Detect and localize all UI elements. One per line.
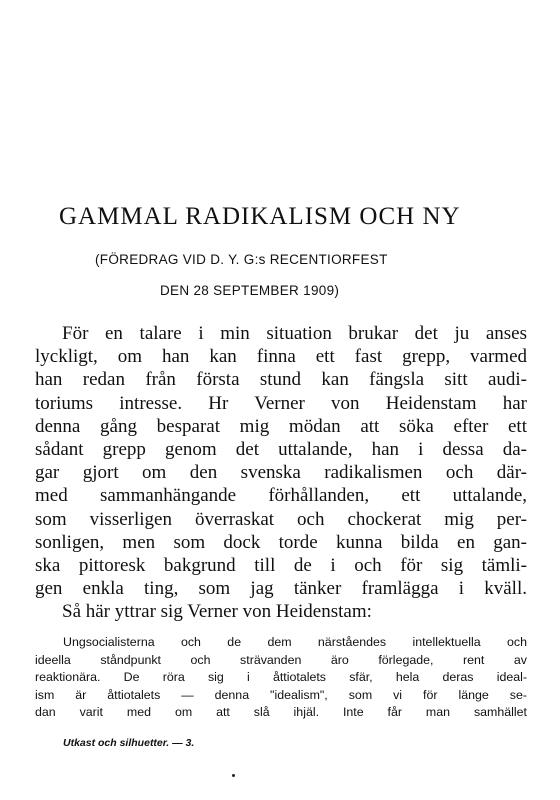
- body-line: gar gjort om den svenska radikalismen och där-: [35, 462, 527, 484]
- subtitle-line-1: (FÖREDRAG VID D. Y. G:s RECENTIORFEST: [95, 252, 388, 267]
- quote-line: dan varit med om att slå ihjäl. Inte får man samhället: [35, 705, 527, 720]
- print-mark-dot: [232, 774, 235, 777]
- chapter-title: GAMMAL RADIKALISM OCH NY: [59, 203, 461, 230]
- body-paragraph: [35, 322, 527, 623]
- body-line: toriums intresse. Hr Verner von Heidenstam har: [35, 392, 527, 414]
- body-line: han redan från första stund kan fängsla sitt audi-: [35, 369, 527, 391]
- quote-line: reaktionära. De röra sig i åttiotalets sfär, hela deras ideal-: [35, 670, 527, 685]
- body-line: lyckligt, om han kan finna ett fast grepp, varmed: [35, 346, 527, 368]
- body-line: med sammanhängande förhållanden, ett uttalande,: [35, 485, 527, 507]
- subtitle-line-2: DEN 28 SEPTEMBER 1909): [160, 283, 340, 298]
- quote-line: ideella ståndpunkt och strävanden äro förlegade, rent av: [35, 652, 527, 667]
- body-line: gen enkla ting, som jag tänker framlägga i kväll.: [35, 578, 527, 600]
- quote-line: ism är åttiotalets — denna "idealism", som vi för länge se-: [35, 687, 527, 702]
- page-footer-signature: Utkast och silhuetter. — 3.: [63, 737, 195, 749]
- body-line: sonligen, men som dock torde kunna bilda en gan-: [35, 531, 527, 553]
- block-quote: [35, 634, 527, 722]
- body-line: ska pittoresk bakgrund till de i och för sig tämli-: [35, 554, 527, 576]
- body-line: sådant grepp genom det uttalande, han i dessa da-: [35, 438, 527, 460]
- body-line: För en talare i min situation brukar det ju anses: [62, 323, 527, 344]
- body-line: Så här yttrar sig Verner von Heidenstam:: [62, 601, 372, 623]
- body-line: denna gång besparat mig mödan att söka efter ett: [35, 415, 527, 437]
- body-line: som visserligen överraskat och chockerat mig per-: [35, 508, 527, 530]
- quote-line: Ungsocialisterna och de dem närståendes intellektuella och: [63, 635, 527, 649]
